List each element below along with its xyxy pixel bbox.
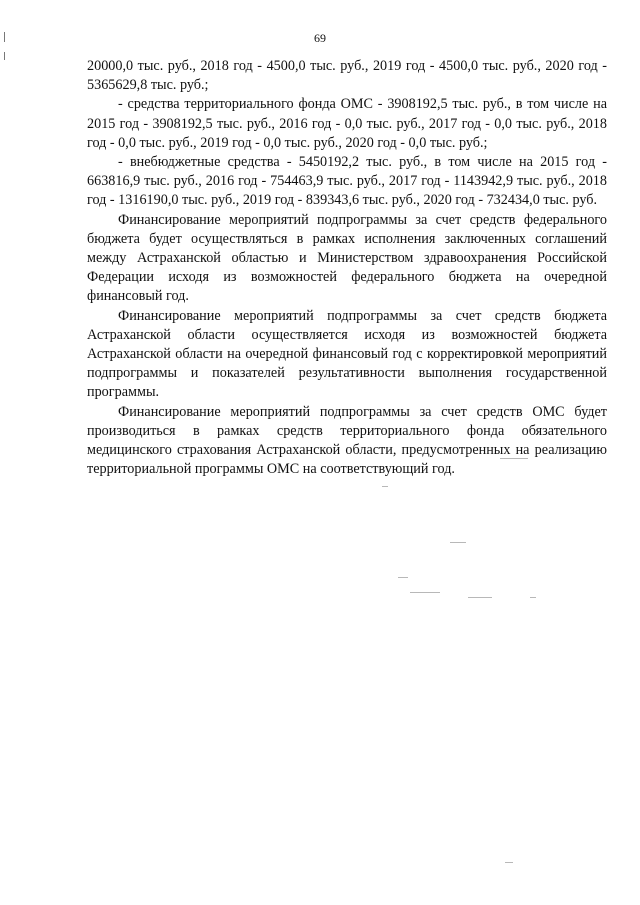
document-body	[87, 57, 607, 479]
scan-speck	[450, 542, 466, 543]
scan-speck	[505, 862, 513, 863]
page-number: 69	[314, 31, 326, 45]
scan-margin-mark	[4, 52, 5, 60]
paragraph-extrabudgetary: - внебюджетные средства - 5450192,2 тыс. руб., в том числе на 2015 год - 663816,9 тыс. руб., 2016 год - 754463,9 тыс. руб., 2017 год - 1143942,9 тыс. руб., 2018 год - 1316190,0 тыс. руб., 2019 год - 839343,6 тыс. руб., 2020 год - 732434,0 тыс. руб.	[87, 154, 607, 209]
scan-speck	[468, 597, 492, 598]
paragraph-oms-funds: Финансирование мероприятий подпрограммы за счет средств ОМС будет производиться в рамках средств территориального фонда обязательного медицинского страхования Астраханской области, предусмотренных на реализацию территориальной программы ОМС на соответствующий год.	[87, 403, 607, 478]
scan-speck	[382, 486, 388, 487]
scan-speck	[530, 597, 536, 598]
paragraph-federal-budget: Финансирование мероприятий подпрограммы за счет средств федерального бюджета будет осуществляться в рамках исполнения заключенных соглашений между Астраханской областью и Министерством здравоохранения Российской Федерации исходя из возможностей федерального бюджета на очередной финансовый год.	[87, 211, 607, 305]
paragraph-territorial-fund: - средства территориального фонда ОМС - 3908192,5 тыс. руб., в том числе на 2015 год - 3908192,5 тыс. руб., 2016 год - 0,0 тыс. руб., 2017 год - 0,0 тыс. руб., 2018 год - 0,0 тыс. руб., 2019 год - 0,0 тыс. руб., 2020 год - 0,0 тыс. руб.;	[87, 96, 607, 151]
scan-speck	[500, 458, 528, 459]
scan-speck	[410, 592, 440, 593]
paragraph-continuation: 20000,0 тыс. руб., 2018 год - 4500,0 тыс. руб., 2019 год - 4500,0 тыс. руб., 2020 год - 5365629,8 тыс. руб.;	[87, 58, 607, 94]
paragraph-regional-budget: Финансирование мероприятий подпрограммы за счет средств бюджета Астраханской области осуществляется исходя из возможностей бюджета Астраханской области на очередной финансовый год с корректировкой мероприятий подпрограммы и показателей результативности выполнения государственной программы.	[87, 307, 607, 401]
scan-speck	[398, 577, 408, 578]
